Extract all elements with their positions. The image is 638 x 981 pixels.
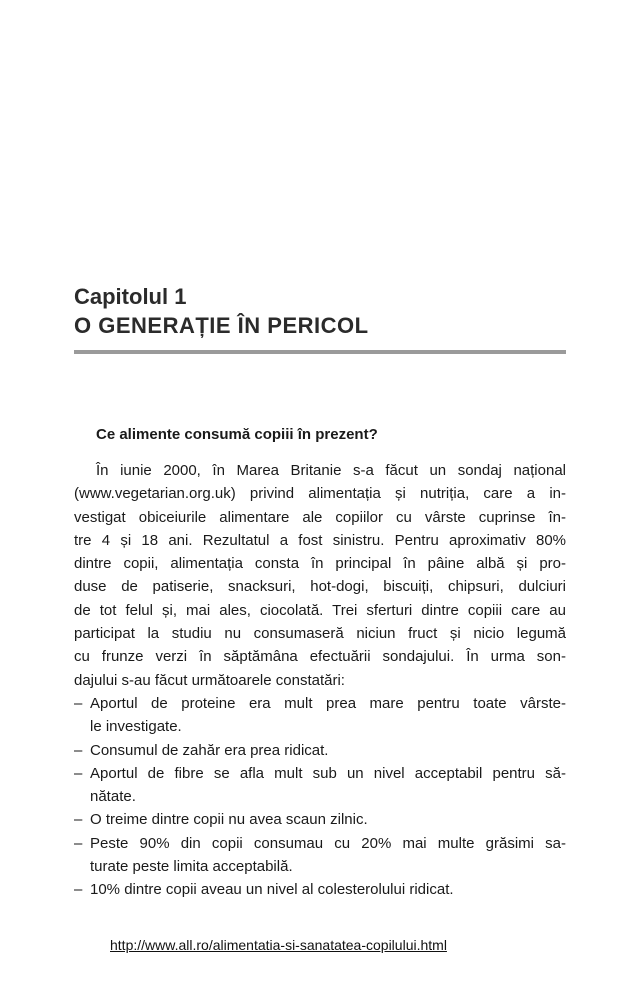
paragraph-line: tre 4 și 18 ani. Rezultatul a fost sinistru. Pentru aproximativ 80% [74, 531, 566, 549]
paragraph-line: vestigat obiceiurile alimentare ale copiilor cu vârste cuprinse în- [74, 508, 566, 526]
paragraph-line: duse de patiserie, snacksuri, hot-dogi, biscuiți, chipsuri, dulciuri [74, 578, 566, 596]
list-item [74, 878, 566, 901]
paragraph-line: cu frunze verzi în săptămâna efectuării sondajului. În urma son- [74, 648, 566, 666]
chapter-label: Capitolul 1 [74, 284, 187, 309]
list-item [74, 762, 566, 785]
chapter-title: O GENERAȚIE ÎN PERICOL [74, 313, 369, 338]
list-item-text: 10% dintre copii aveau un nivel al colesterolului ridicat. [90, 881, 454, 899]
list-item-text: Consumul de zahăr era prea ridicat. [90, 741, 329, 759]
body-text [74, 459, 566, 902]
list-item-continuation: turate peste limita acceptabilă. [90, 858, 293, 876]
list-item-text: O treime dintre copii nu avea scaun zilnic. [90, 811, 368, 829]
paragraph-line: participat la studiu nu consumaseră niciun fruct și nicio legumă [74, 625, 566, 643]
list-item-continuation: nătate. [90, 788, 136, 806]
section-heading: Ce alimente consumă copiii în prezent? [96, 426, 378, 443]
list-item [74, 832, 566, 855]
list-item-text: Aportul de fibre se afla mult sub un nivel acceptabil pentru să- [90, 764, 566, 782]
list-item [74, 692, 566, 715]
list-item-continuation: le investigate. [90, 718, 182, 736]
list-item-text: Peste 90% din copii consumau cu 20% mai multe grăsimi sa- [90, 834, 566, 852]
paragraph-line: (www.vegetarian.org.uk) privind alimentația și nutriția, care a in- [74, 485, 566, 503]
paragraph-line: dajului s-au făcut următoarele constatări: [74, 671, 345, 689]
list-item-text: Aportul de proteine era mult prea mare pentru toate vârste- [90, 694, 566, 712]
list-item [74, 739, 566, 762]
chapter-rule [74, 350, 566, 354]
paragraph-line: de tot felul și, mai ales, ciocolată. Trei sferturi dintre copiii care au [74, 601, 566, 619]
source-link[interactable]: http://www.all.ro/alimentatia-si-sanatatea-copilului.html [110, 937, 447, 953]
list-item [74, 808, 566, 831]
paragraph-line: În iunie 2000, în Marea Britanie s-a făcut un sondaj național [96, 462, 566, 479]
paragraph-line: dintre copii, alimentația consta în principal în pâine albă și pro- [74, 555, 566, 573]
